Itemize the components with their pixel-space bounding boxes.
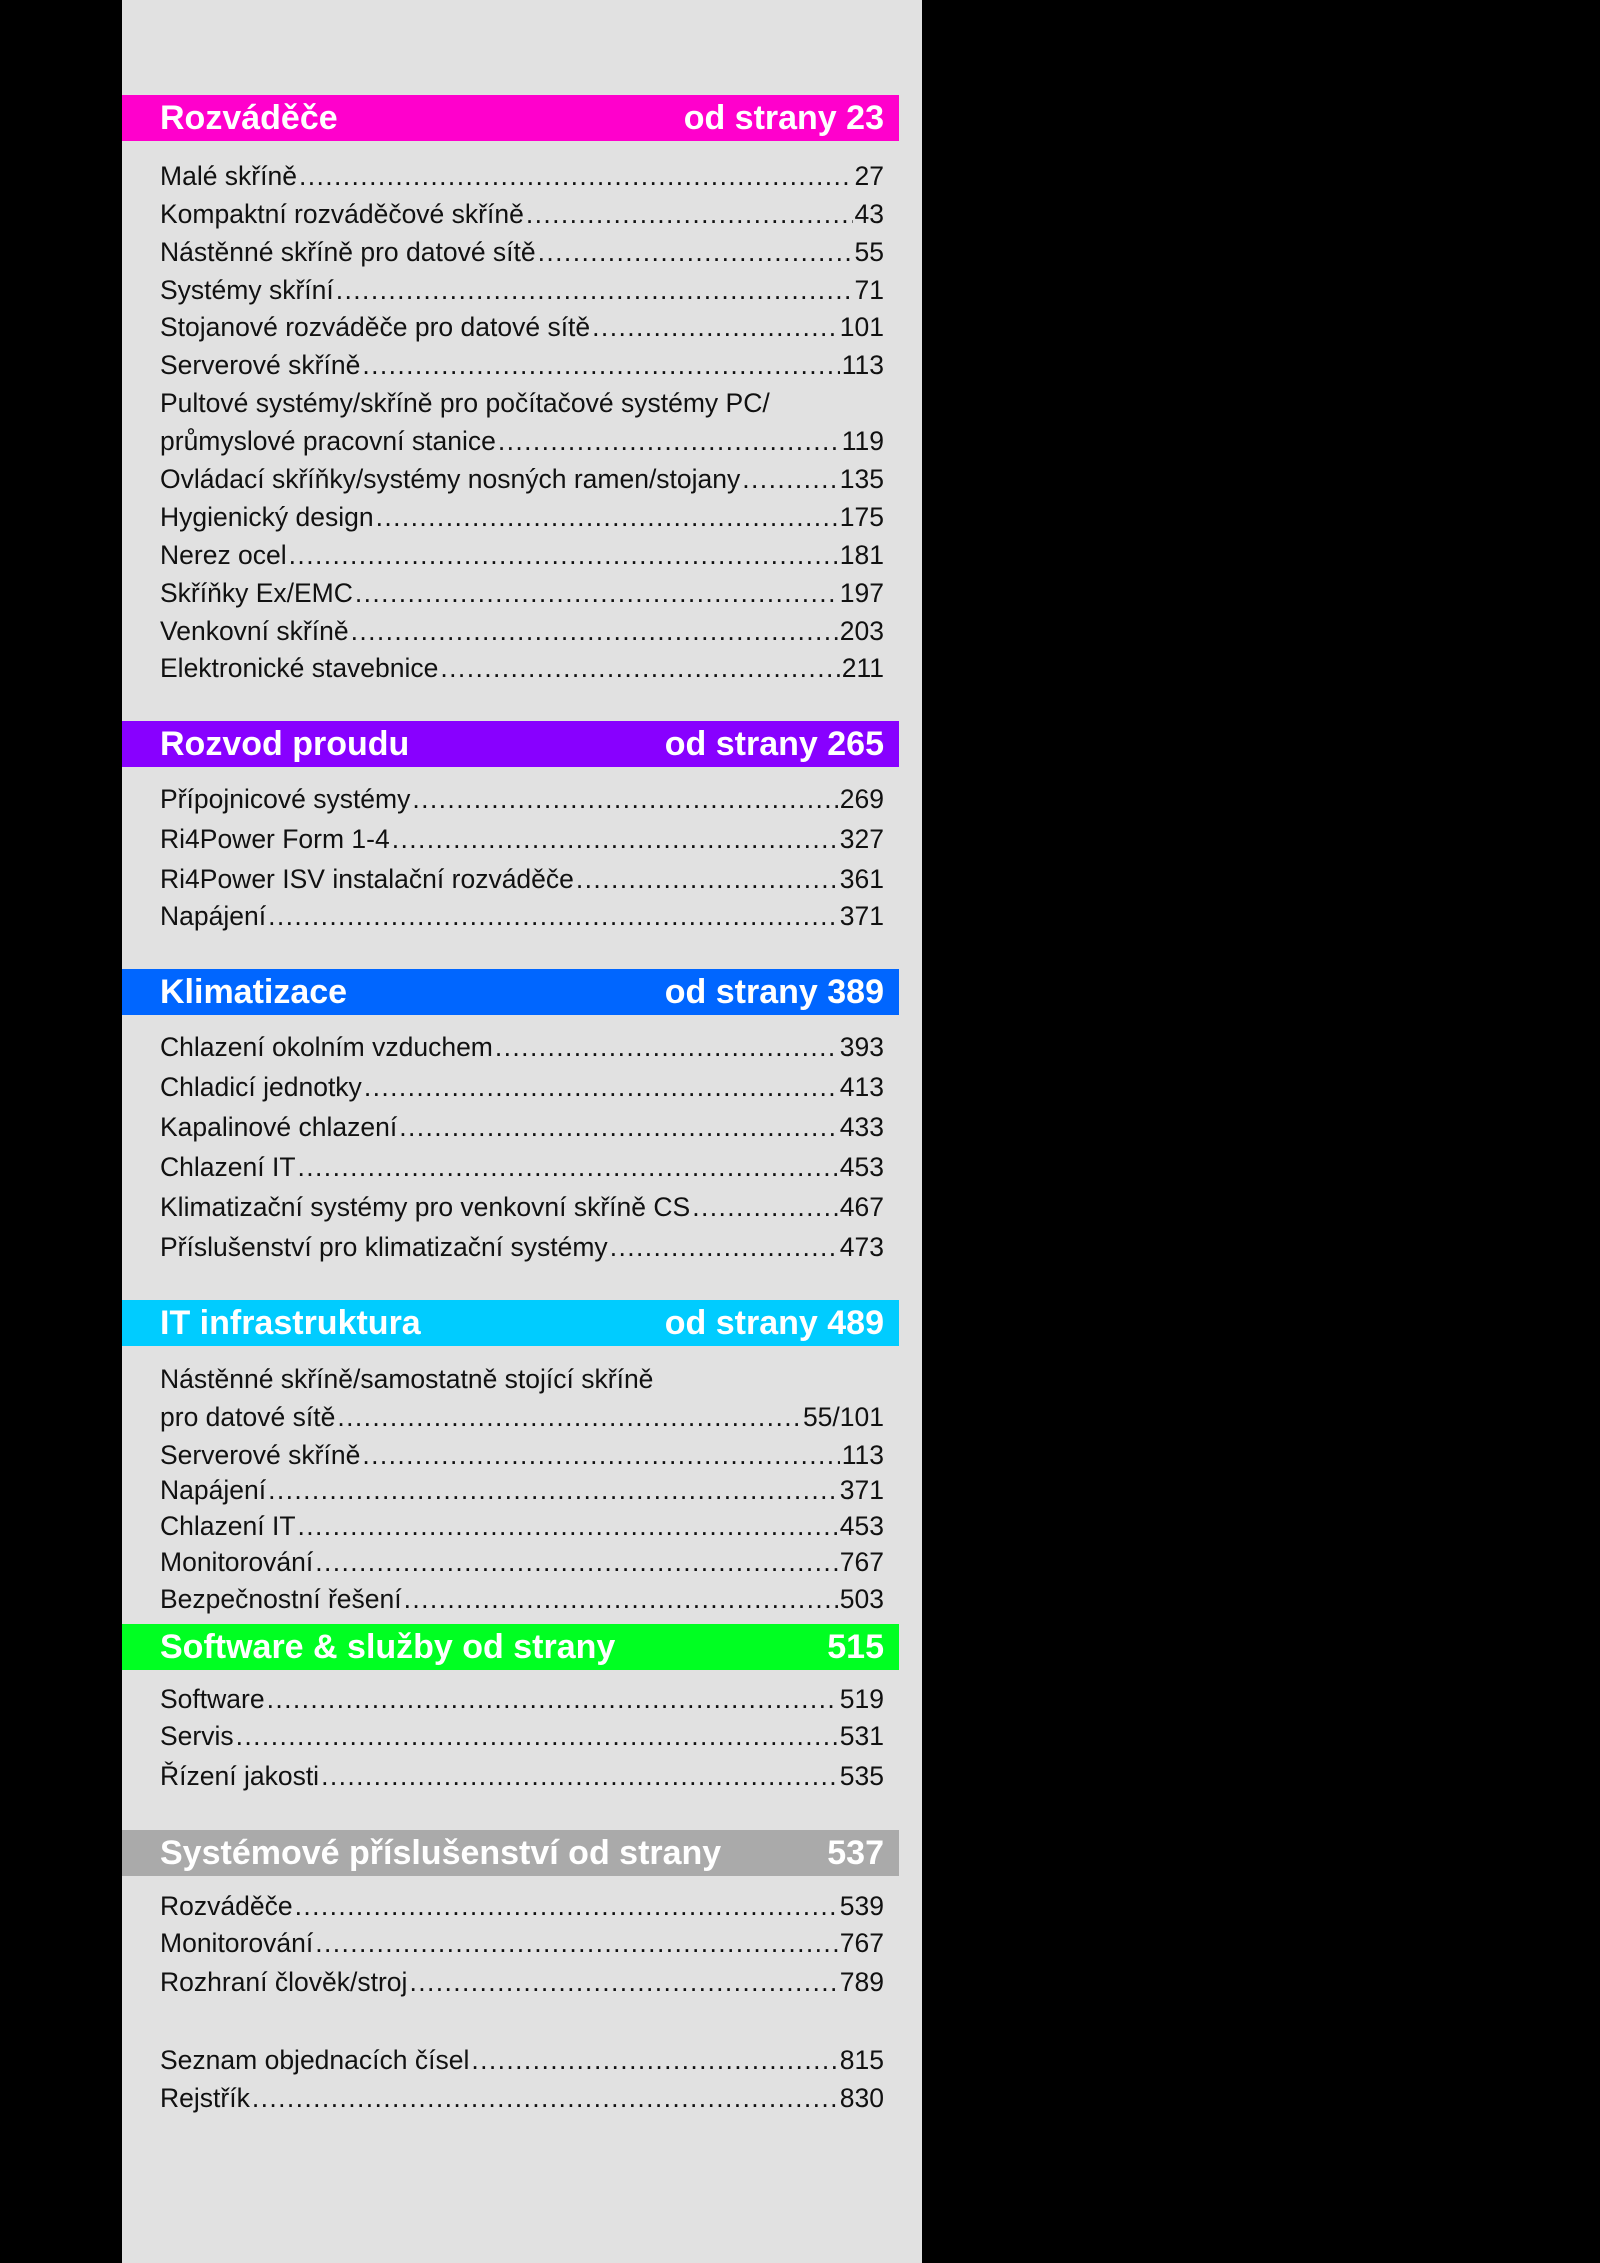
toc-entry[interactable] [160, 1511, 884, 1541]
toc-entry[interactable] [160, 237, 884, 267]
leader-dots [742, 464, 838, 494]
section-title: Klimatizace [160, 972, 348, 1011]
toc-entry[interactable] [160, 1721, 884, 1751]
entry-page: 433 [839, 1112, 884, 1142]
toc-entry[interactable] [160, 1547, 884, 1577]
leader-dots [362, 1440, 839, 1470]
leader-dots [252, 2083, 838, 2113]
section-title: IT infrastruktura [160, 1303, 421, 1342]
entry-page: 203 [839, 616, 884, 646]
entry-page: 393 [839, 1032, 884, 1062]
entry-page: 535 [839, 1761, 884, 1791]
leader-dots [362, 350, 839, 380]
leader-dots [471, 2045, 837, 2075]
section-page: 515 [827, 1627, 884, 1666]
section-header-klimatizace [122, 969, 899, 1015]
toc-entry[interactable] [160, 784, 884, 814]
section-page: od strany 389 [664, 972, 884, 1011]
entry-title: Hygienický design [160, 502, 374, 532]
leader-dots [355, 578, 838, 608]
leader-dots [399, 1112, 838, 1142]
toc-entry[interactable] [160, 824, 884, 854]
toc-entry[interactable] [160, 1928, 884, 1958]
entry-page: 211 [841, 653, 884, 683]
toc-entry[interactable] [160, 2083, 884, 2113]
entry-title: Monitorování [160, 1928, 314, 1958]
entry-page: 519 [839, 1684, 884, 1714]
leader-dots [498, 426, 840, 456]
toc-entry[interactable] [160, 616, 884, 646]
entry-title: Malé skříně [160, 161, 297, 191]
entry-page: 269 [839, 784, 884, 814]
toc-entry[interactable] [160, 1684, 884, 1714]
toc-entry[interactable] [160, 1402, 884, 1432]
section-title: Rozvod proudu [160, 724, 410, 763]
toc-entry[interactable] [160, 312, 884, 342]
entry-page: 539 [839, 1891, 884, 1921]
toc-entry[interactable] [160, 1761, 884, 1791]
entry-title: Pultové systémy/skříně pro počítačové systémy PC/ [160, 388, 770, 418]
section-page: od strany 265 [664, 724, 884, 763]
toc-entry[interactable] [160, 901, 884, 931]
leader-dots [298, 1511, 838, 1541]
toc-entry[interactable] [160, 1440, 884, 1470]
entry-title: Nástěnné skříně/samostatně stojící skříně [160, 1364, 654, 1394]
section-title: Software & služby od strany [160, 1627, 616, 1666]
leader-dots [495, 1032, 838, 1062]
leader-dots [538, 237, 853, 267]
entry-title: Software [160, 1684, 265, 1714]
entry-title: Elektronické stavebnice [160, 653, 439, 683]
entry-page: 71 [854, 275, 884, 305]
entry-page: 531 [839, 1721, 884, 1751]
leader-dots [526, 199, 853, 229]
entry-title: Monitorování [160, 1547, 314, 1577]
leader-dots [412, 784, 837, 814]
entry-title: Nástěnné skříně pro datové sítě [160, 237, 536, 267]
leader-dots [315, 1547, 838, 1577]
entry-title: Seznam objednacích čísel [160, 2045, 470, 2075]
leader-dots [409, 1967, 837, 1997]
entry-title: Rejstřík [160, 2083, 250, 2113]
entry-title: Skříňky Ex/EMC [160, 578, 353, 608]
leader-dots [298, 1152, 838, 1182]
leader-dots [295, 1891, 838, 1921]
entry-page: 767 [839, 1547, 884, 1577]
leader-dots [440, 653, 839, 683]
entry-title: Chlazení IT [160, 1152, 296, 1182]
entry-page: 181 [839, 540, 884, 570]
toc-entry[interactable] [160, 502, 884, 532]
leader-dots [576, 864, 838, 894]
entry-title: pro datové sítě [160, 1402, 336, 1432]
entry-title: Serverové skříně [160, 1440, 361, 1470]
toc-entry[interactable] [160, 1152, 884, 1182]
leader-dots [364, 1072, 838, 1102]
leader-dots [236, 1721, 838, 1751]
entry-page: 789 [839, 1967, 884, 1997]
toc-entry[interactable] [160, 1891, 884, 1921]
entry-page: 113 [841, 1440, 884, 1470]
entry-title: Příslušenství pro klimatizační systémy [160, 1232, 608, 1262]
leader-dots [321, 1761, 838, 1791]
entry-page: 113 [841, 350, 884, 380]
toc-entry[interactable] [160, 1584, 884, 1614]
entry-page: 467 [839, 1192, 884, 1222]
entry-title: Ri4Power Form 1-4 [160, 824, 390, 854]
toc-entry[interactable] [160, 161, 884, 191]
toc-entry[interactable] [160, 1475, 884, 1505]
entry-title: průmyslové pracovní stanice [160, 426, 496, 456]
entry-title: Serverové skříně [160, 350, 361, 380]
leader-dots [336, 275, 853, 305]
entry-page: 767 [839, 1928, 884, 1958]
entry-page: 175 [839, 502, 884, 532]
entry-title: Kompaktní rozváděčové skříně [160, 199, 524, 229]
leader-dots [267, 1684, 838, 1714]
section-page: 537 [827, 1833, 884, 1872]
entry-title: Systémy skříní [160, 275, 334, 305]
entry-title: Servis [160, 1721, 234, 1751]
entry-page: 830 [839, 2083, 884, 2113]
section-header-software-sluzby [122, 1624, 899, 1670]
entry-page: 55/101 [802, 1402, 884, 1432]
entry-title: Kapalinové chlazení [160, 1112, 398, 1142]
entry-title: Venkovní skříně [160, 616, 349, 646]
leader-dots [337, 1402, 801, 1432]
leader-dots [592, 312, 838, 342]
entry-page: 371 [839, 901, 884, 931]
entry-page: 197 [839, 578, 884, 608]
section-title: Systémové příslušenství od strany [160, 1833, 722, 1872]
section-header-it-infrastruktura [122, 1300, 899, 1346]
toc-entry[interactable] [160, 1032, 884, 1062]
entry-title: Rozváděče [160, 1891, 293, 1921]
entry-page: 361 [839, 864, 884, 894]
leader-dots [692, 1192, 838, 1222]
leader-dots [289, 540, 838, 570]
section-page: od strany 23 [683, 98, 884, 137]
toc-entry[interactable] [160, 1112, 884, 1142]
section-title: Rozváděče [160, 98, 338, 137]
section-header-systemove-prislusenstvi [122, 1830, 899, 1876]
section-page: od strany 489 [664, 1303, 884, 1342]
entry-page: 503 [839, 1584, 884, 1614]
toc-entry[interactable] [160, 2045, 884, 2075]
leader-dots [376, 502, 838, 532]
leader-dots [315, 1928, 838, 1958]
entry-title: Chlazení okolním vzduchem [160, 1032, 493, 1062]
toc-entry[interactable] [160, 464, 884, 494]
entry-title: Ovládací skříňky/systémy nosných ramen/stojany [160, 464, 741, 494]
entry-title: Ri4Power ISV instalační rozváděče [160, 864, 574, 894]
leader-dots [268, 1475, 838, 1505]
toc-entry[interactable] [160, 540, 884, 570]
entry-page: 371 [839, 1475, 884, 1505]
entry-page: 135 [839, 464, 884, 494]
leader-dots [392, 824, 838, 854]
entry-title: Chladicí jednotky [160, 1072, 362, 1102]
leader-dots [268, 901, 838, 931]
toc-entry[interactable] [160, 1364, 884, 1394]
toc-entry[interactable] [160, 1192, 884, 1222]
entry-title: Rozhraní člověk/stroj [160, 1967, 408, 1997]
toc-entry[interactable] [160, 388, 884, 418]
entry-title: Klimatizační systémy pro venkovní skříně CS [160, 1192, 691, 1222]
entry-title: Stojanové rozváděče pro datové sítě [160, 312, 591, 342]
toc-entry[interactable] [160, 199, 884, 229]
entry-title: Chlazení IT [160, 1511, 296, 1541]
entry-title: Bezpečnostní řešení [160, 1584, 402, 1614]
entry-page: 453 [839, 1152, 884, 1182]
section-header-rozvadece [122, 95, 899, 141]
entry-page: 43 [854, 199, 884, 229]
entry-page: 119 [841, 426, 884, 456]
entry-page: 453 [839, 1511, 884, 1541]
entry-page: 101 [839, 312, 884, 342]
section-header-rozvod-proudu [122, 721, 899, 767]
leader-dots [404, 1584, 838, 1614]
entry-page: 473 [839, 1232, 884, 1262]
toc-entry[interactable] [160, 864, 884, 894]
entry-page: 413 [839, 1072, 884, 1102]
toc-entry[interactable] [160, 426, 884, 456]
leader-dots [610, 1232, 838, 1262]
entry-page: 55 [854, 237, 884, 267]
entry-title: Napájení [160, 901, 267, 931]
leader-dots [299, 161, 853, 191]
toc-entry[interactable] [160, 1232, 884, 1262]
toc-entry[interactable] [160, 350, 884, 380]
entry-title: Přípojnicové systémy [160, 784, 411, 814]
toc-entry[interactable] [160, 1072, 884, 1102]
leader-dots [351, 616, 838, 646]
entry-page: 327 [839, 824, 884, 854]
entry-page: 27 [854, 161, 884, 191]
entry-title: Nerez ocel [160, 540, 287, 570]
entry-title: Řízení jakosti [160, 1761, 320, 1791]
toc-entry[interactable] [160, 653, 884, 683]
toc-entry[interactable] [160, 1967, 884, 1997]
toc-entry[interactable] [160, 578, 884, 608]
entry-title: Napájení [160, 1475, 267, 1505]
entry-page: 815 [839, 2045, 884, 2075]
toc-entry[interactable] [160, 275, 884, 305]
